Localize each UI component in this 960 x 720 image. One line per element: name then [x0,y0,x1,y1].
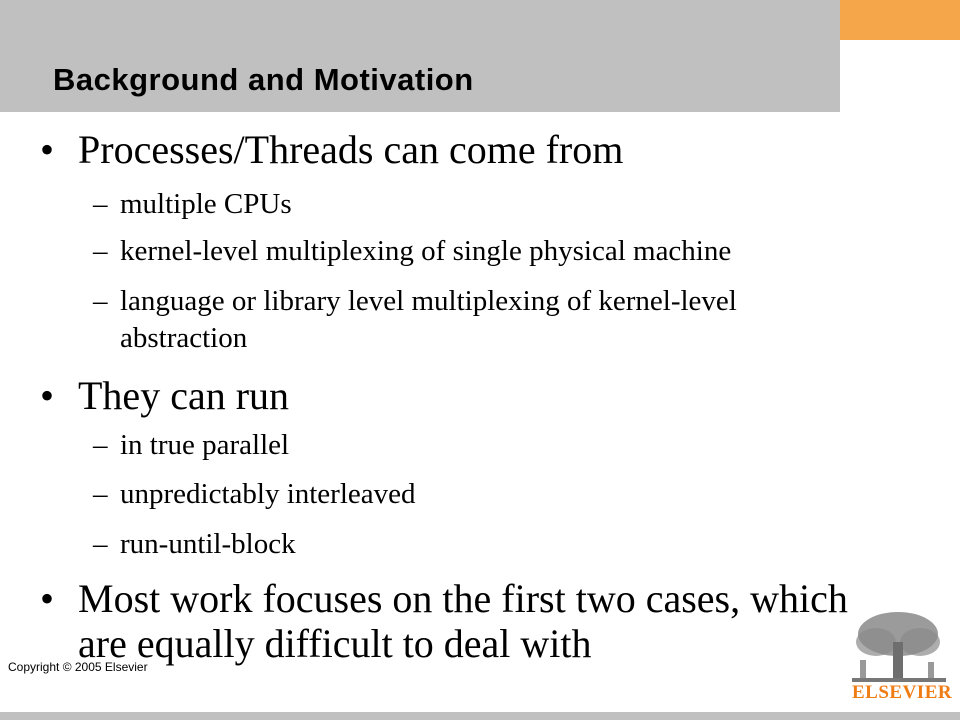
bullet-continuation: are equally difficult to deal with [78,621,592,666]
bullet-text: They can run [78,373,290,418]
sub-dash: – [93,188,108,220]
sub-bullet [93,187,292,222]
bottom-bar [0,712,960,720]
copyright-text: Copyright © 2005 Elsevier [8,660,148,674]
sub-bullet [93,284,737,319]
sub-bullet [93,477,416,512]
sub-text: run-until-block [120,528,296,560]
sub-text: unpredictably interleaved [120,478,416,510]
sub-bullet-continuation: abstraction [120,322,248,354]
elsevier-logo-text: ELSEVIER [852,682,953,703]
sub-bullet [93,527,296,562]
bullet-dot: • [40,576,55,621]
bullet-dot: • [40,127,55,172]
bullet-2 [40,374,289,418]
sub-text: language or library level multiplexing of kernel-level [120,285,737,317]
sub-dash: – [93,478,108,510]
sub-text: in true parallel [120,429,290,461]
sub-text: kernel-level multiplexing of single physical machine [120,235,732,267]
sub-dash: – [93,528,108,560]
bullet-3 [40,577,848,621]
sub-bullet [93,234,731,269]
bullet-text: Processes/Threads can come from [78,127,624,172]
sub-dash: – [93,429,108,461]
bullet-text: Most work focuses on the first two cases, which [78,576,848,621]
sub-dash: – [93,235,108,267]
sub-dash: – [93,285,108,317]
bullet-1 [40,128,623,172]
slide-title: Background and Motivation [53,62,474,97]
sub-text: multiple CPUs [120,188,292,220]
sub-bullet [93,428,289,463]
bullet-dot: • [40,373,55,418]
